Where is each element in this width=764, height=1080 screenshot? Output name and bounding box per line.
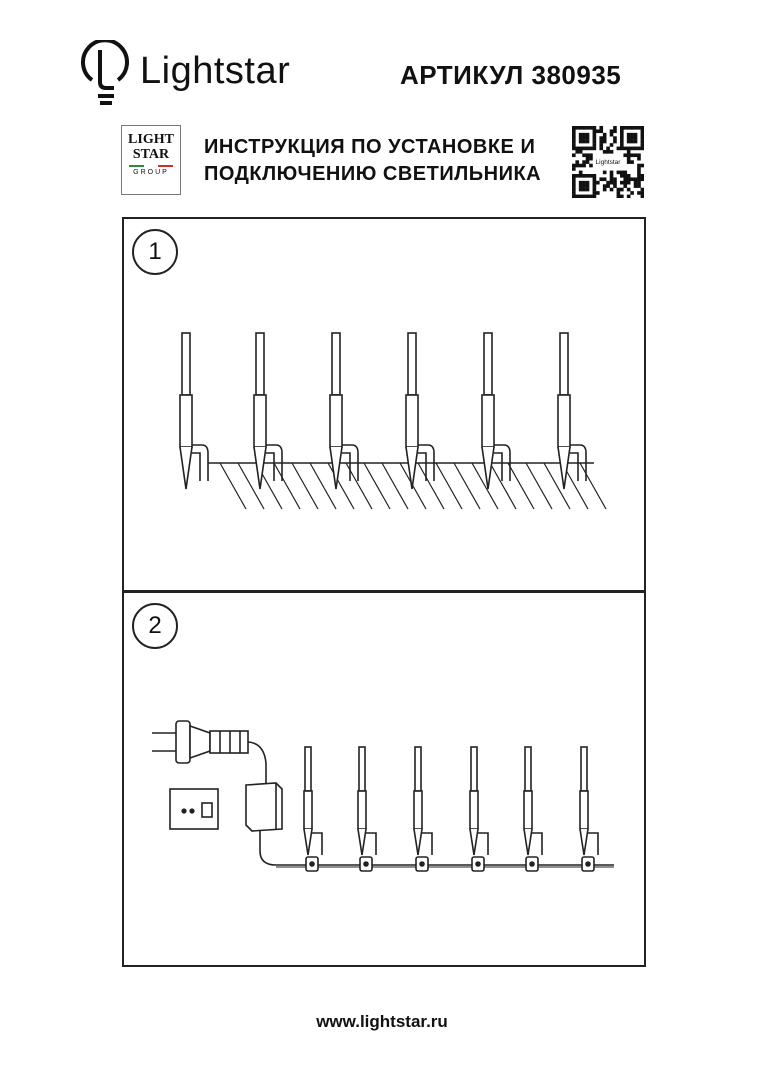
garden-stake-light (470, 747, 488, 871)
garden-stake-light (414, 747, 432, 871)
garden-stake-light (330, 333, 358, 489)
garden-stake-light (580, 747, 598, 871)
instructions-title-line1: ИНСТРУКЦИЯ ПО УСТАНОВКЕ И (204, 136, 536, 158)
step-number-1: 1 (132, 229, 178, 275)
qr-label: Lightstar (595, 159, 621, 166)
article-number: АРТИКУЛ 380935 (400, 60, 622, 90)
instructions-title-line2: ПОДКЛЮЧЕНИЮ СВЕТИЛЬНИКА (204, 163, 542, 185)
group-logo-line2: STAR (132, 147, 170, 162)
group-logo-line1: LIGHT (128, 132, 174, 147)
italian-flag-icon (129, 165, 173, 167)
garden-stake-light (254, 333, 282, 489)
stake-lights-in-ground-illustration (124, 219, 646, 592)
wall-switch-icon (170, 789, 218, 829)
step-2-panel (122, 591, 646, 967)
power-adapter-connection-illustration (124, 593, 646, 967)
power-plug-icon (152, 721, 266, 783)
garden-stake-light (482, 333, 510, 489)
qr-code[interactable] (572, 126, 644, 203)
bulb-logo-icon (78, 40, 134, 110)
group-logo-line3: GROUP (133, 169, 169, 176)
garden-stake-light (304, 747, 322, 871)
lightstar-group-logo (121, 125, 181, 195)
step-number-2: 2 (132, 603, 178, 649)
garden-stake-light (180, 333, 208, 489)
brand-name: Lightstar (140, 50, 291, 92)
lightstar-logo (78, 40, 134, 115)
garden-stake-light (358, 747, 376, 871)
garden-stake-light (524, 747, 542, 871)
step-1-panel (122, 217, 646, 592)
website-link[interactable]: www.lightstar.ru (316, 1012, 448, 1031)
